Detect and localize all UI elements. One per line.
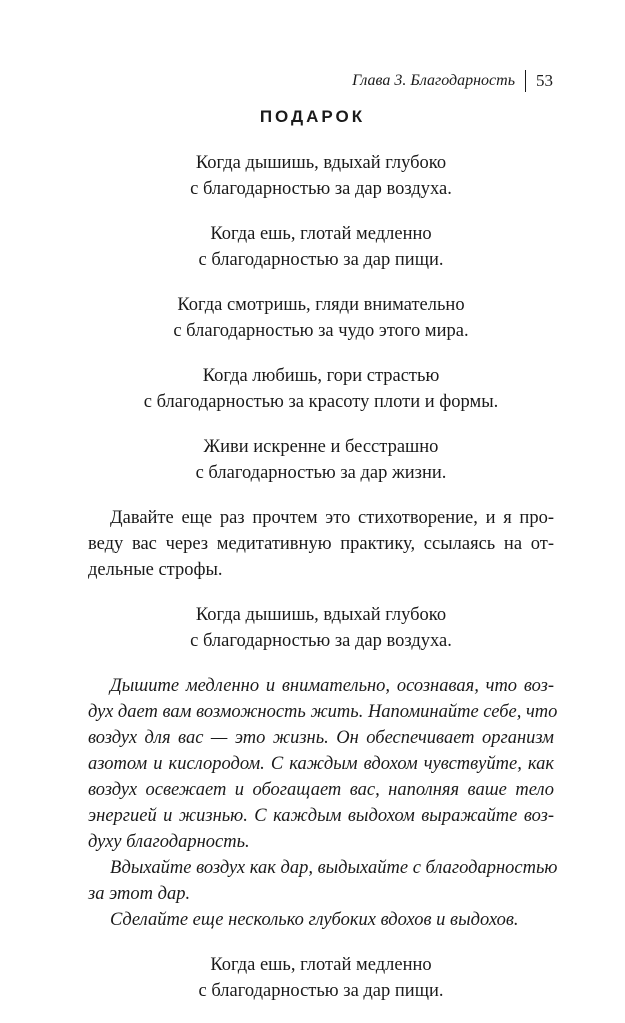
chapter-title: Глава 3. Благодарность xyxy=(352,72,515,89)
poem-line: с благодарностью за чудо этого мира. xyxy=(173,321,469,341)
paragraph-line: воздух для вас — это жизнь. Он обеспечивает организм xyxy=(88,728,554,748)
paragraph-line: азотом и кислородом. С каждым вдохом чувствуйте, как xyxy=(88,754,554,774)
paragraph-line: Дышите медленно и внимательно, осознавая, что воз- xyxy=(110,676,554,696)
paragraph-line: воздух освежает и обогащает вас, наполняя ваше тело xyxy=(88,780,554,800)
page-content xyxy=(88,150,558,1023)
paragraph-line: за этот дар. xyxy=(88,884,191,904)
poem-stanza-repeat xyxy=(88,602,554,654)
poem-line: с благодарностью за дар пищи. xyxy=(198,250,444,270)
poem-line: Когда ешь, глотай медленно xyxy=(210,224,432,244)
poem-title: ПОДАРОК xyxy=(259,107,366,126)
poem-stanza xyxy=(88,292,554,344)
paragraph-line: Вдыхайте воздух как дар, выдыхайте с благодарностью xyxy=(110,858,558,878)
header-divider xyxy=(525,70,526,92)
paragraph-line: дельные строфы. xyxy=(88,560,223,580)
poem-stanza xyxy=(88,434,554,486)
poem-line: с благодарностью за красоту плоти и формы. xyxy=(143,392,499,412)
poem-line: Когда любишь, гори страстью xyxy=(202,366,440,386)
poem-line: Когда дышишь, вдыхай глубоко xyxy=(195,605,447,625)
paragraph-line: энергией и жизнью. С каждым выдохом выражайте воз- xyxy=(88,806,554,826)
paragraph-line: веду вас через медитативную практику, ссылаясь на от- xyxy=(88,534,554,554)
paragraph-line: дух дает вам возможность жить. Напоминайте себе, что xyxy=(88,702,558,722)
paragraph-line: духу благодарность. xyxy=(88,832,250,852)
paragraph-line: Давайте еще раз прочтем это стихотворение, и я про- xyxy=(110,508,554,528)
poem-line: Когда смотришь, гляди внимательно xyxy=(177,295,465,315)
meditation-text xyxy=(88,673,558,933)
poem-line: с благодарностью за дар пищи. xyxy=(198,981,444,1001)
poem-stanza-repeat xyxy=(88,952,554,1004)
poem-line: Когда ешь, глотай медленно xyxy=(210,955,432,975)
poem-stanza xyxy=(88,221,554,273)
poem-line: с благодарностью за дар воздуха. xyxy=(190,631,452,651)
poem-line: с благодарностью за дар воздуха. xyxy=(190,179,452,199)
paragraph-line: Сделайте еще несколько глубоких вдохов и выдохов. xyxy=(110,910,519,930)
poem-stanza xyxy=(88,363,554,415)
poem-line: с благодарностью за дар жизни. xyxy=(195,463,447,483)
running-head xyxy=(352,70,553,92)
intro-paragraph xyxy=(88,505,554,583)
poem-line: Живи искренне и бесстрашно xyxy=(203,437,439,457)
poem-line: Когда дышишь, вдыхай глубоко xyxy=(195,153,447,173)
page-number: 53 xyxy=(536,71,553,90)
poem-stanza xyxy=(88,150,554,202)
